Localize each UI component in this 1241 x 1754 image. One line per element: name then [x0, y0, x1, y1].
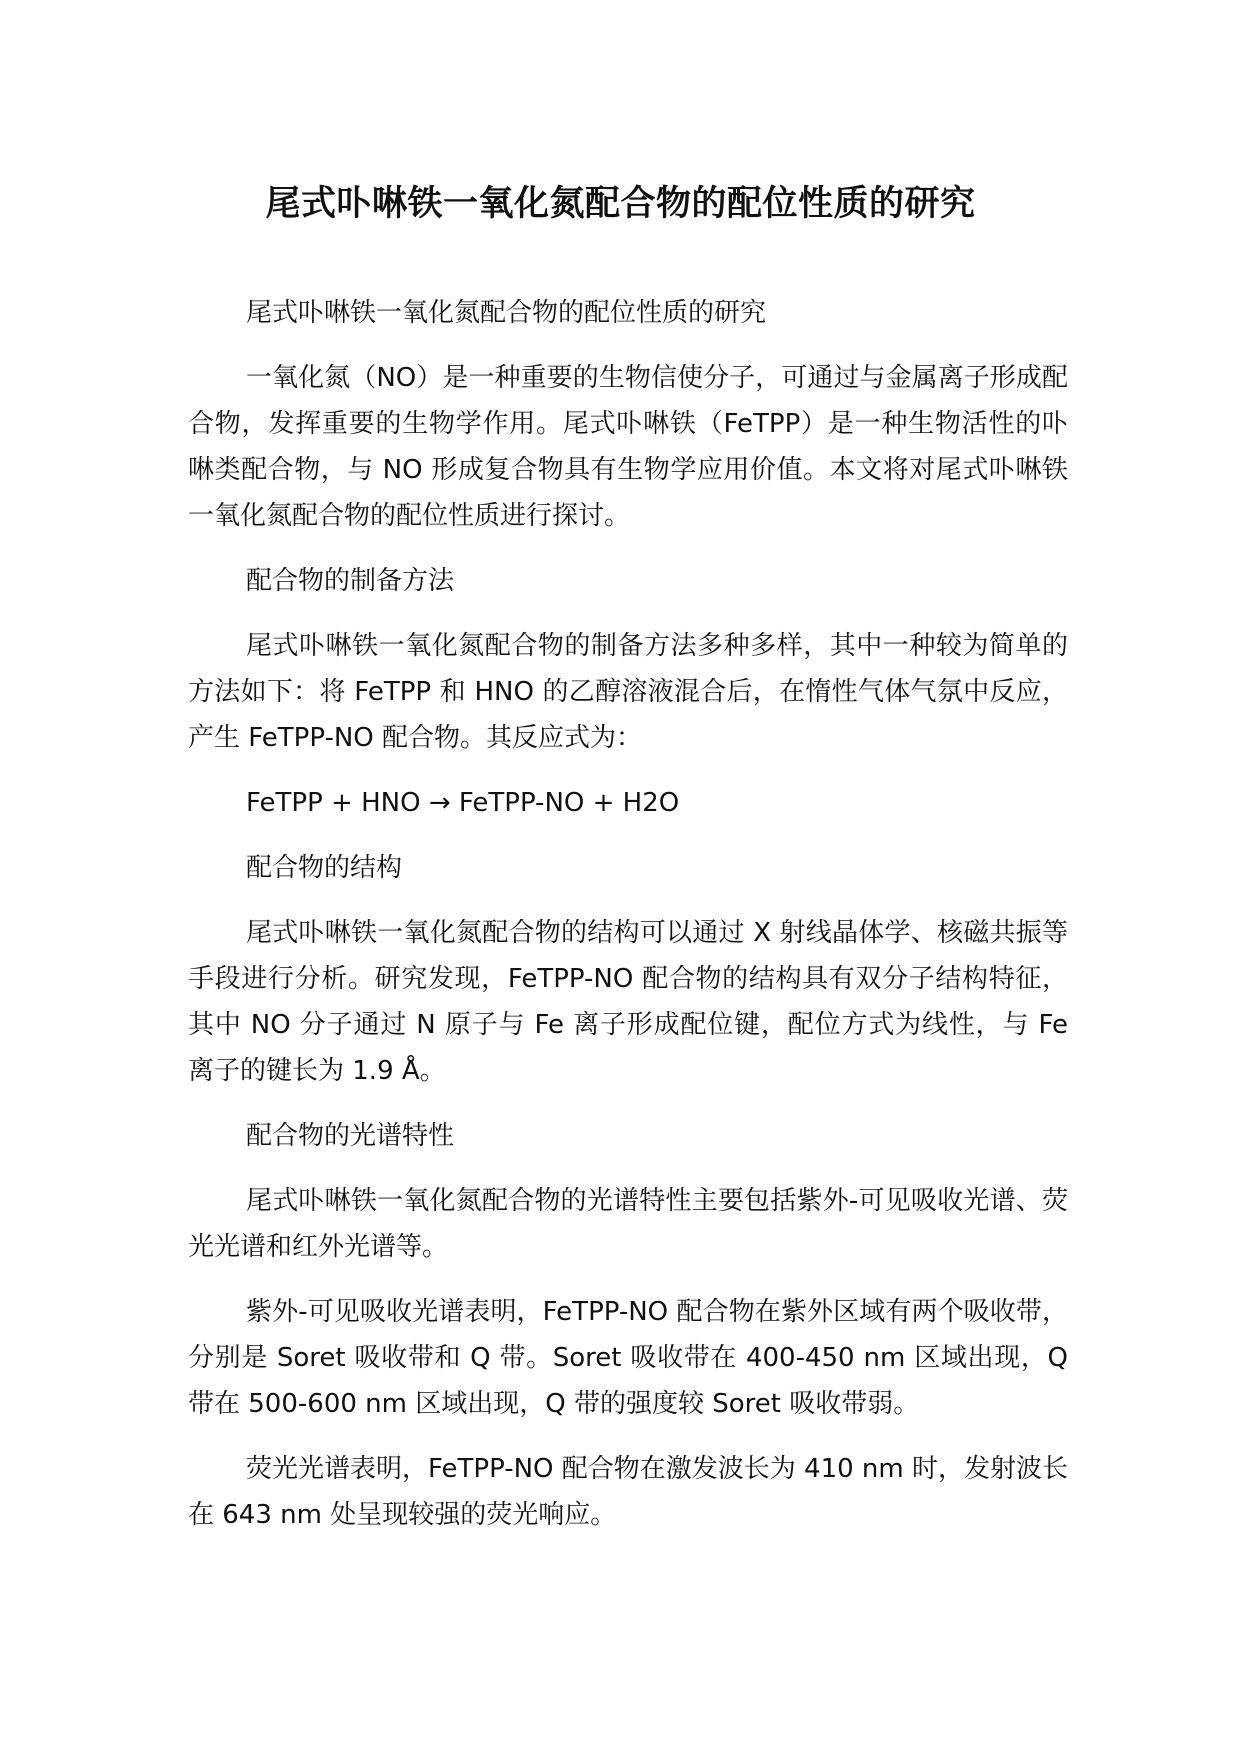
section-heading-spectra: 配合物的光谱特性 [246, 1121, 455, 1151]
spectra-overview-paragraph: 尾式卟啉铁一氧化氮配合物的光谱特性主要包括紫外-可见吸收光谱、荧光光谱和红外光谱等。 [188, 1186, 1068, 1262]
reaction-equation: FeTPP + HNO → FeTPP-NO + H2O [246, 788, 680, 818]
fluorescence-paragraph: 荧光光谱表明，FeTPP-NO 配合物在激发波长为 410 nm 时，发射波长在 643 nm 处呈现较强的荧光响应。 [188, 1454, 1068, 1530]
section-heading-structure: 配合物的结构 [246, 853, 403, 883]
structure-paragraph: 尾式卟啉铁一氧化氮配合物的结构可以通过 X 射线晶体学、核磁共振等手段进行分析。研究发现，FeTPP-NO 配合物的结构具有双分子结构特征，其中 NO 分子通过 N 原子与 Fe 离子形成配位键，配位方式为线性，与 Fe 离子的键长为 1.9 Å。 [188, 918, 1068, 1086]
section-heading-preparation: 配合物的制备方法 [246, 566, 455, 596]
document-title: 尾式卟啉铁一氧化氮配合物的配位性质的研究 [265, 184, 976, 224]
intro-heading: 尾式卟啉铁一氧化氮配合物的配位性质的研究 [246, 298, 767, 328]
uv-vis-paragraph: 紫外-可见吸收光谱表明，FeTPP-NO 配合物在紫外区域有两个吸收带，分别是 Soret 吸收带和 Q 带。Soret 吸收带在 400-450 nm 区域出现，Q 带在 500-600 nm 区域出现，Q 带的强度较 Soret 吸收带弱。 [188, 1297, 1068, 1419]
intro-paragraph: 一氧化氮（NO）是一种重要的生物信使分子，可通过与金属离子形成配合物，发挥重要的生物学作用。尾式卟啉铁（FeTPP）是一种生物活性的卟啉类配合物，与 NO 形成复合物具有生物学应用价值。本文将对尾式卟啉铁一氧化氮配合物的配位性质进行探讨。 [188, 363, 1068, 531]
document-body [188, 290, 1068, 1557]
preparation-paragraph: 尾式卟啉铁一氧化氮配合物的制备方法多种多样，其中一种较为简单的方法如下：将 FeTPP 和 HNO 的乙醇溶液混合后，在惰性气体气氛中反应，产生 FeTPP-NO 配合物。其反应式为： [188, 631, 1068, 753]
